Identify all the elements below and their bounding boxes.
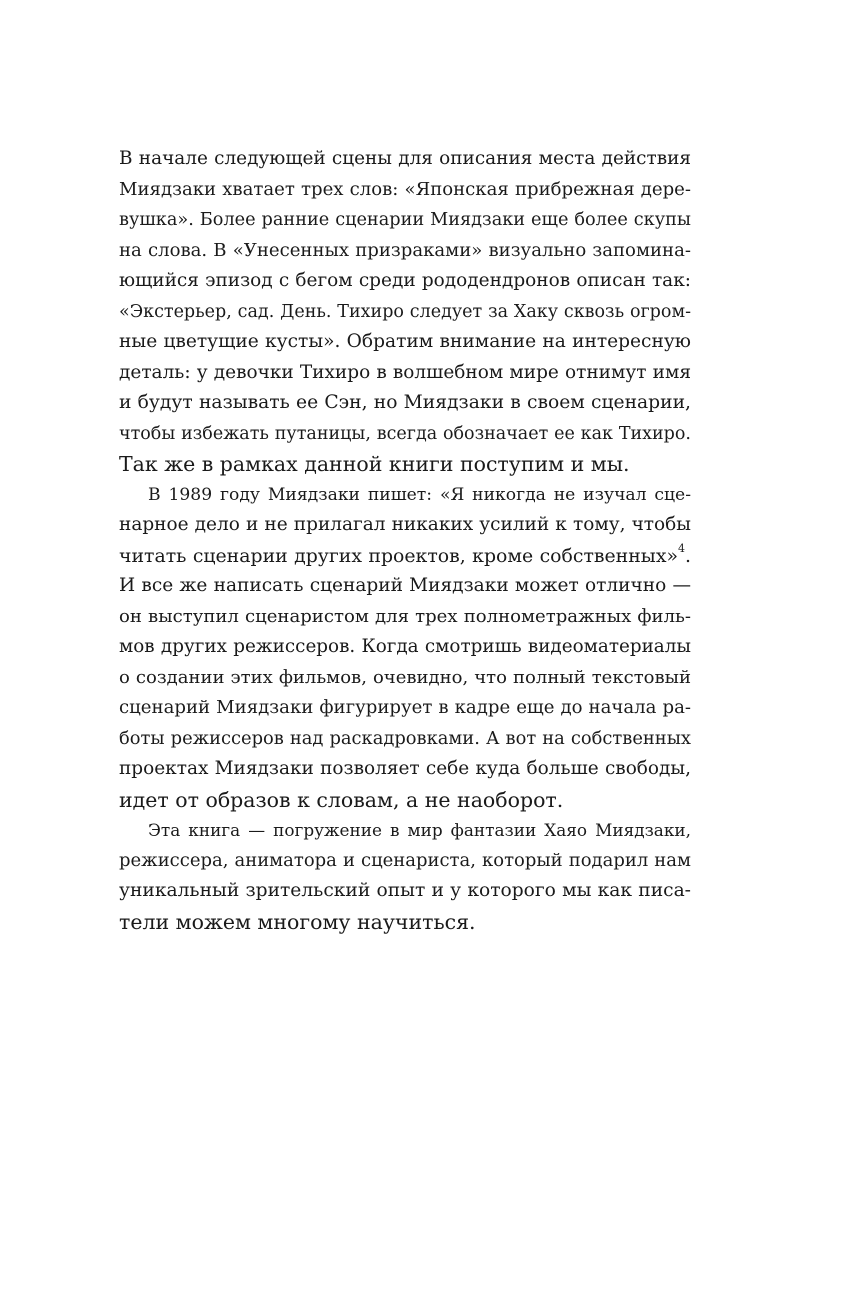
paragraph-2 xyxy=(119,480,691,816)
text-line: тели можем многому научиться. xyxy=(119,909,476,934)
text-line: вушка». Более ранние сценарии Миядзаки еще более скупы xyxy=(119,210,691,230)
text-line: идет от образов к словам, а не наоборот. xyxy=(119,787,564,812)
text-line: о создании этих фильмов, очевидно, что полный текстовый xyxy=(119,666,691,688)
text-line: он выступил сценаристом для трех полнометражных филь- xyxy=(119,605,691,627)
paragraph-1 xyxy=(119,144,691,480)
text-line: ные цветущие кусты». Обратим внимание на интересную xyxy=(119,331,691,352)
text-line: Эта книга — погружение в мир фантазии Хаяо Миядзаки, xyxy=(148,820,691,840)
body-text xyxy=(119,144,691,937)
text-line: нарное дело и не прилагал никаких усилий к тому, чтобы xyxy=(119,514,691,535)
text-line-content: читать сценарии других проектов, кроме собственных» xyxy=(119,544,678,567)
text-line: И все же написать сценарий Миядзаки может отлично — xyxy=(119,575,691,596)
footnote-marker[interactable]: 4 xyxy=(678,542,685,556)
text-line: и будут называть ее Сэн, но Миядзаки в своем сценарии, xyxy=(119,392,691,413)
text-line: проектах Миядзаки позволяет себе куда больше свободы, xyxy=(119,758,691,779)
text-line: боты режиссеров над раскадровками. А вот на собственных xyxy=(119,727,691,749)
text-line: уникальный зрительский опыт и у которого мы как писа- xyxy=(119,880,691,901)
text-line: В начале следующей сцены для описания места действия xyxy=(119,148,691,169)
text-line: Миядзаки хватает трех слов: «Японская прибрежная дере- xyxy=(119,178,691,200)
text-line: «Экстерьер, сад. День. Тихиро следует за Хаку сквозь огром- xyxy=(119,301,691,322)
text-line: В 1989 году Миядзаки пишет: «Я никогда не изучал сце- xyxy=(148,484,691,505)
text-line: сценарий Миядзаки фигурирует в кадре еще до начала ра- xyxy=(119,697,691,718)
text-line: Так же в рамках данной книги поступим и мы. xyxy=(119,452,630,476)
text-line: режиссера, аниматора и сценариста, который подарил нам xyxy=(119,849,691,871)
text-line: мов других режиссеров. Когда смотришь видеоматериалы xyxy=(119,636,691,657)
text-line: чтобы избежать путаницы, всегда обозначает ее как Тихиро. xyxy=(119,423,691,444)
text-line: на слова. В «Унесенных призраками» визуально запомина- xyxy=(119,239,691,261)
text-line: деталь: у девочки Тихиро в волшебном мире отнимут имя xyxy=(119,361,691,383)
footnote-trailing-punctuation: . xyxy=(685,544,691,567)
text-line: ющийся эпизод с бегом среди рододендронов описан так: xyxy=(119,270,691,291)
paragraph-3 xyxy=(119,815,691,937)
text-line-with-footnote xyxy=(119,541,691,572)
